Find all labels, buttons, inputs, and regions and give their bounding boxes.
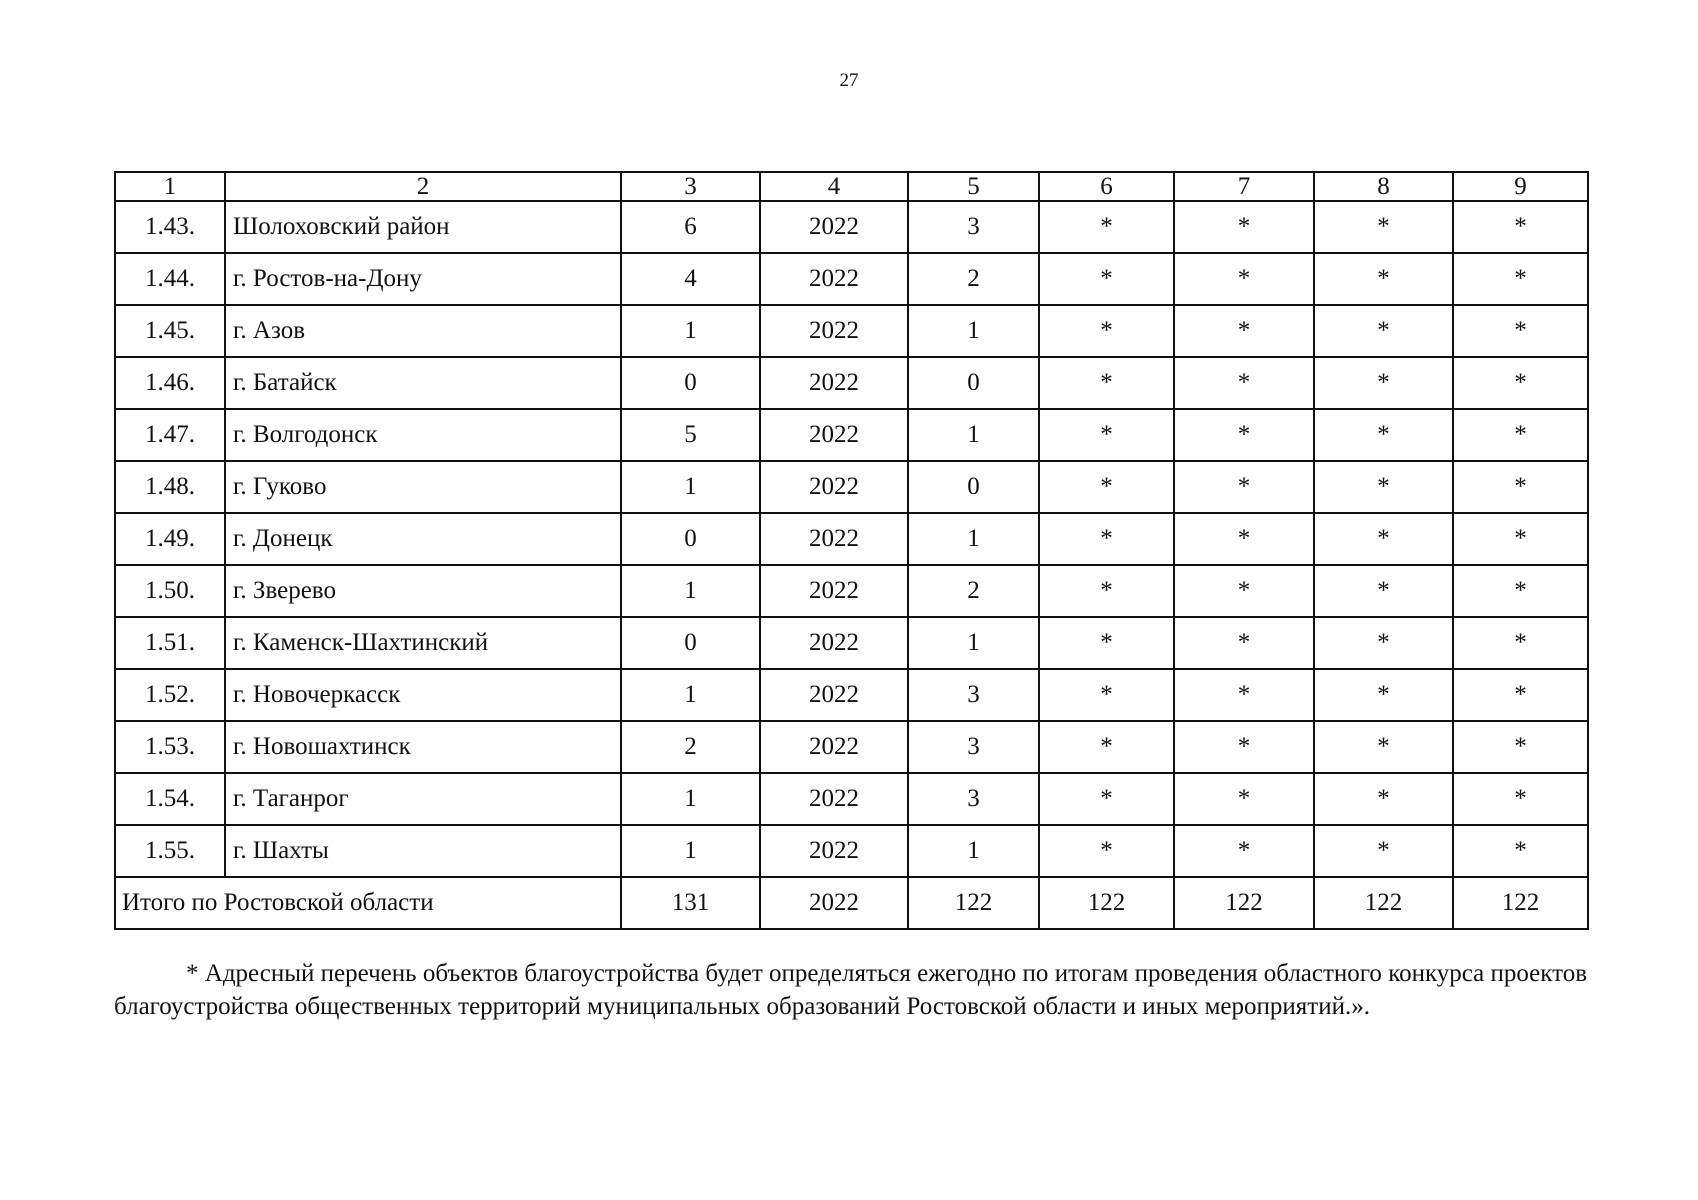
value-cell: *: [1039, 305, 1174, 357]
row-number-cell: 1.54.: [115, 773, 225, 825]
territory-name-cell: г. Донецк: [225, 513, 621, 565]
total-row: [115, 877, 1588, 929]
territory-name-cell: г. Новошахтинск: [225, 721, 621, 773]
value-cell: *: [1174, 513, 1314, 565]
row-number-cell: 1.49.: [115, 513, 225, 565]
value-cell: *: [1174, 773, 1314, 825]
value-cell: *: [1314, 201, 1453, 253]
value-cell: *: [1039, 773, 1174, 825]
value-cell: *: [1039, 253, 1174, 305]
table-body: [115, 172, 1588, 929]
value-cell: *: [1453, 773, 1588, 825]
row-number-cell: 1.45.: [115, 305, 225, 357]
total-label: Итого по Ростовской области: [115, 877, 621, 929]
value-cell: 1: [621, 773, 760, 825]
table-row: [115, 617, 1588, 669]
value-cell: 2022: [760, 409, 908, 461]
header-cell: 8: [1314, 172, 1453, 201]
value-cell: 2022: [760, 201, 908, 253]
value-cell: *: [1174, 825, 1314, 877]
row-number-cell: 1.51.: [115, 617, 225, 669]
total-value-cell: 122: [908, 877, 1039, 929]
territory-name-cell: г. Таганрог: [225, 773, 621, 825]
value-cell: 3: [908, 721, 1039, 773]
value-cell: 2022: [760, 305, 908, 357]
value-cell: *: [1039, 357, 1174, 409]
territory-name-cell: г. Батайск: [225, 357, 621, 409]
value-cell: *: [1039, 617, 1174, 669]
value-cell: *: [1039, 565, 1174, 617]
value-cell: 2022: [760, 617, 908, 669]
value-cell: *: [1314, 617, 1453, 669]
territory-name-cell: г. Гуково: [225, 461, 621, 513]
value-cell: 2022: [760, 357, 908, 409]
page-number: 27: [839, 70, 859, 91]
value-cell: *: [1314, 669, 1453, 721]
data-table: [114, 171, 1589, 930]
row-number-cell: 1.43.: [115, 201, 225, 253]
value-cell: 1: [908, 409, 1039, 461]
value-cell: *: [1314, 409, 1453, 461]
row-number-cell: 1.48.: [115, 461, 225, 513]
value-cell: *: [1453, 565, 1588, 617]
row-number-cell: 1.55.: [115, 825, 225, 877]
value-cell: 3: [908, 201, 1039, 253]
value-cell: *: [1174, 617, 1314, 669]
table-row: [115, 513, 1588, 565]
total-value-cell: 122: [1174, 877, 1314, 929]
value-cell: 3: [908, 773, 1039, 825]
total-value-cell: 122: [1039, 877, 1174, 929]
footnote: * Адресный перечень объектов благоустройства будет определяться ежегодно по итогам проведения областного конкурса проектов благоустройства общественных территорий муниципальных образований Ростовской области и иных мероприятий.».: [114, 960, 1587, 1020]
value-cell: 1: [621, 669, 760, 721]
header-cell: 5: [908, 172, 1039, 201]
value-cell: 2022: [760, 825, 908, 877]
total-value-cell: 122: [1453, 877, 1588, 929]
value-cell: *: [1453, 669, 1588, 721]
territory-name-cell: г. Новочеркасск: [225, 669, 621, 721]
value-cell: 1: [621, 565, 760, 617]
value-cell: *: [1039, 513, 1174, 565]
value-cell: *: [1174, 409, 1314, 461]
row-number-cell: 1.52.: [115, 669, 225, 721]
header-cell: 6: [1039, 172, 1174, 201]
header-cell: 9: [1453, 172, 1588, 201]
value-cell: *: [1453, 409, 1588, 461]
value-cell: *: [1174, 669, 1314, 721]
header-cell: 3: [621, 172, 760, 201]
value-cell: 6: [621, 201, 760, 253]
value-cell: *: [1039, 825, 1174, 877]
table-row: [115, 253, 1588, 305]
value-cell: 0: [908, 357, 1039, 409]
value-cell: 1: [908, 617, 1039, 669]
value-cell: 4: [621, 253, 760, 305]
table-row: [115, 825, 1588, 877]
territory-name-cell: г. Зверево: [225, 565, 621, 617]
value-cell: *: [1453, 357, 1588, 409]
value-cell: 0: [621, 513, 760, 565]
value-cell: 0: [908, 461, 1039, 513]
value-cell: 1: [621, 305, 760, 357]
table-row: [115, 773, 1588, 825]
territory-name-cell: г. Ростов-на-Дону: [225, 253, 621, 305]
value-cell: *: [1174, 357, 1314, 409]
value-cell: *: [1039, 669, 1174, 721]
value-cell: 2022: [760, 721, 908, 773]
row-number-cell: 1.47.: [115, 409, 225, 461]
value-cell: 2022: [760, 461, 908, 513]
value-cell: 3: [908, 669, 1039, 721]
value-cell: 1: [621, 461, 760, 513]
row-number-cell: 1.53.: [115, 721, 225, 773]
header-cell: 7: [1174, 172, 1314, 201]
table-row: [115, 201, 1588, 253]
value-cell: 0: [621, 617, 760, 669]
header-cell: 2: [225, 172, 621, 201]
territory-name-cell: г. Азов: [225, 305, 621, 357]
value-cell: *: [1314, 461, 1453, 513]
value-cell: *: [1453, 825, 1588, 877]
value-cell: *: [1314, 721, 1453, 773]
value-cell: *: [1453, 201, 1588, 253]
table-row: [115, 565, 1588, 617]
header-cell: 4: [760, 172, 908, 201]
value-cell: 5: [621, 409, 760, 461]
value-cell: 2022: [760, 513, 908, 565]
value-cell: *: [1174, 461, 1314, 513]
table-header-row: [115, 172, 1588, 201]
row-number-cell: 1.44.: [115, 253, 225, 305]
value-cell: 2: [908, 565, 1039, 617]
value-cell: 2022: [760, 253, 908, 305]
value-cell: *: [1314, 253, 1453, 305]
value-cell: *: [1314, 773, 1453, 825]
value-cell: 2022: [760, 565, 908, 617]
value-cell: *: [1174, 201, 1314, 253]
value-cell: 2: [621, 721, 760, 773]
value-cell: *: [1314, 825, 1453, 877]
total-value-cell: 2022: [760, 877, 908, 929]
value-cell: *: [1453, 253, 1588, 305]
value-cell: *: [1174, 721, 1314, 773]
value-cell: *: [1039, 409, 1174, 461]
value-cell: *: [1039, 721, 1174, 773]
table-row: [115, 721, 1588, 773]
header-cell: 1: [115, 172, 225, 201]
value-cell: *: [1453, 513, 1588, 565]
territory-name-cell: г. Каменск-Шахтинский: [225, 617, 621, 669]
total-value-cell: 131: [621, 877, 760, 929]
row-number-cell: 1.46.: [115, 357, 225, 409]
table-row: [115, 461, 1588, 513]
value-cell: 1: [908, 305, 1039, 357]
value-cell: *: [1453, 721, 1588, 773]
value-cell: *: [1314, 305, 1453, 357]
value-cell: *: [1174, 253, 1314, 305]
table-row: [115, 409, 1588, 461]
value-cell: 1: [621, 825, 760, 877]
table-row: [115, 305, 1588, 357]
value-cell: 1: [908, 513, 1039, 565]
table-row: [115, 669, 1588, 721]
value-cell: *: [1453, 305, 1588, 357]
row-number-cell: 1.50.: [115, 565, 225, 617]
value-cell: *: [1174, 305, 1314, 357]
value-cell: 0: [621, 357, 760, 409]
value-cell: *: [1453, 461, 1588, 513]
value-cell: 2: [908, 253, 1039, 305]
table-row: [115, 357, 1588, 409]
value-cell: *: [1314, 513, 1453, 565]
total-value-cell: 122: [1314, 877, 1453, 929]
value-cell: 1: [908, 825, 1039, 877]
value-cell: *: [1039, 461, 1174, 513]
value-cell: *: [1174, 565, 1314, 617]
value-cell: *: [1039, 201, 1174, 253]
value-cell: 2022: [760, 669, 908, 721]
territory-name-cell: Шолоховский район: [225, 201, 621, 253]
value-cell: *: [1314, 357, 1453, 409]
territory-name-cell: г. Волгодонск: [225, 409, 621, 461]
value-cell: *: [1453, 617, 1588, 669]
value-cell: *: [1314, 565, 1453, 617]
value-cell: 2022: [760, 773, 908, 825]
territory-name-cell: г. Шахты: [225, 825, 621, 877]
